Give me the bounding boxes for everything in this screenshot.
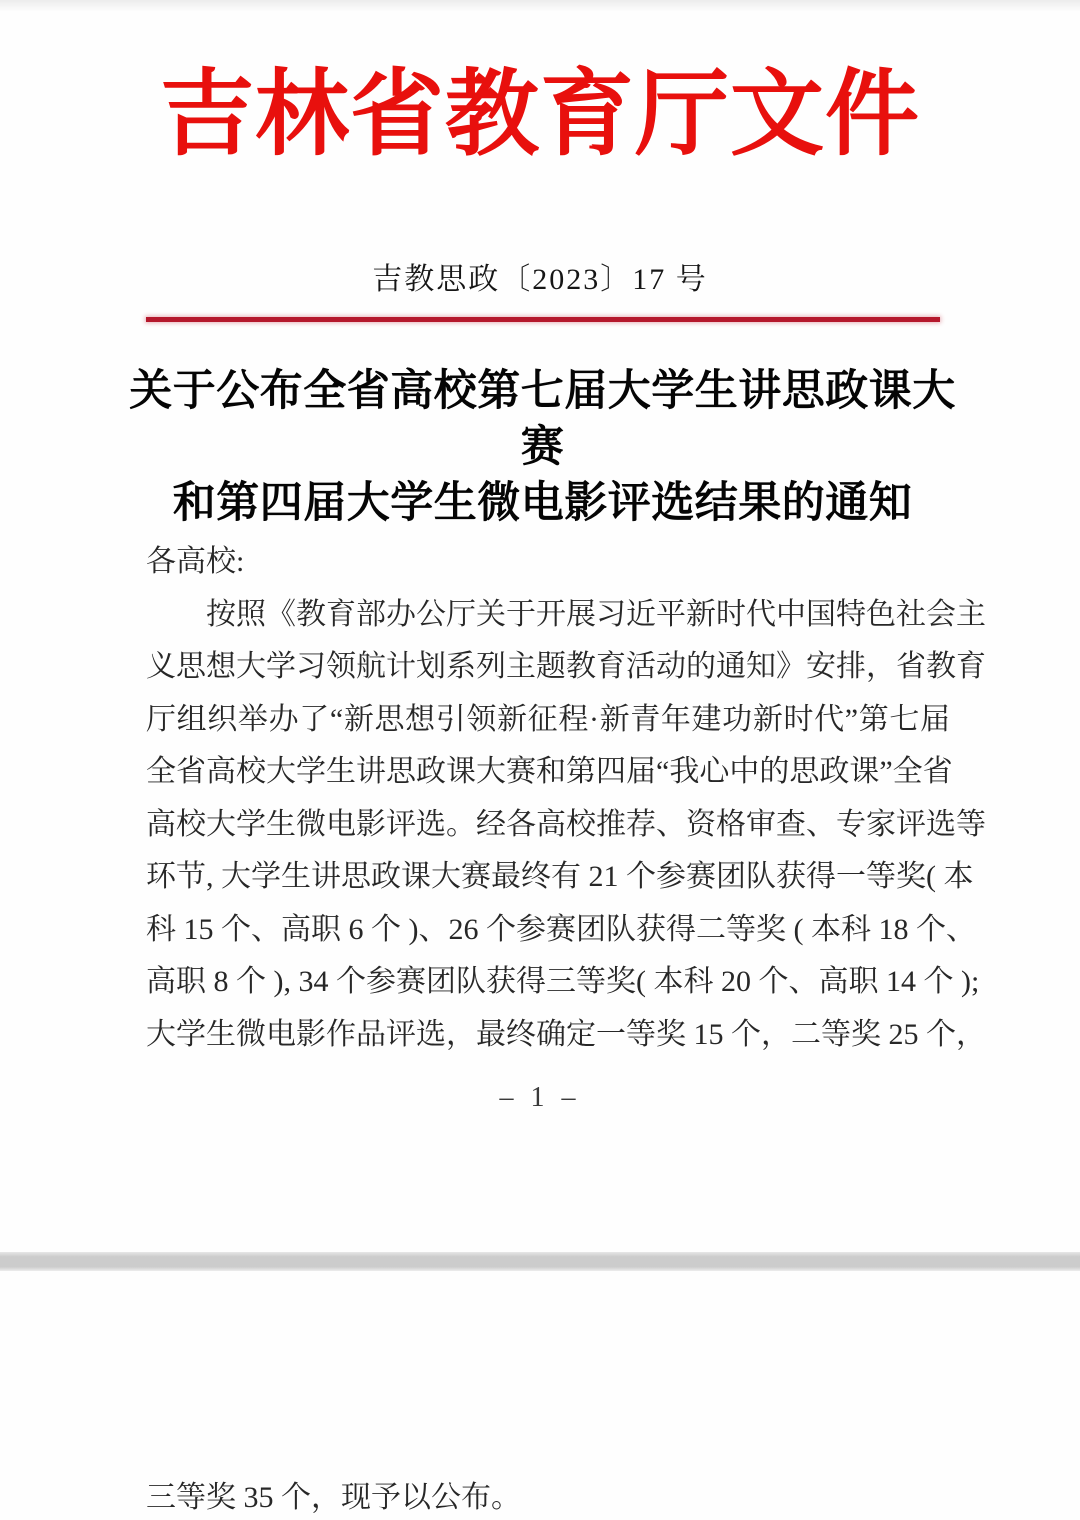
body-line: 全省高校大学生讲思政课大赛和第四届“我心中的思政课”全省 [146, 755, 953, 788]
notice-title [110, 364, 975, 532]
body-line: 环节, 大学生讲思政课大赛最终有 21 个参赛团队获得一等奖( 本 [146, 860, 974, 893]
document-reference-number: 吉教思政〔2023〕17 号 [372, 263, 708, 296]
notice-title-line-1: 关于公布全省高校第七届大学生讲思政课大赛 [129, 368, 956, 471]
notice-body [146, 536, 986, 1061]
page-2-first-line: 三等奖 35 个，现予以公布。 [146, 1481, 521, 1514]
body-line: 高校大学生微电影评选。经各高校推荐、资格审查、专家评选等 [146, 807, 986, 841]
red-letterhead-title: 吉林省教育厅文件 [159, 63, 920, 167]
body-line: 按照《教育部办公厅关于开展习近平新时代中国特色社会主 [206, 597, 986, 631]
scan-top-shadow [0, 0, 1080, 12]
salutation-line: 各高校: [146, 545, 245, 578]
body-line: 大学生微电影作品评选，最终确定一等奖 15 个，二等奖 25 个， [146, 1017, 986, 1051]
page-number: – 1 – [499, 1082, 581, 1113]
red-divider-rule [146, 317, 940, 322]
body-line: 科 15 个、高职 6 个 )、26 个参赛团队获得二等奖 ( 本科 18 个、 [146, 912, 976, 946]
page-break-separator [0, 1252, 1080, 1271]
body-line: 义思想大学习领航计划系列主题教育活动的通知》安排，省教育 [146, 650, 986, 683]
notice-title-line-2: 和第四届大学生微电影评选结果的通知 [172, 480, 913, 527]
body-line: 厅组织举办了“新思想引领新征程·新青年建功新时代”第七届 [146, 702, 950, 736]
body-line: 高职 8 个 ), 34 个参赛团队获得三等奖( 本科 20 个、高职 14 个 ); [146, 965, 980, 998]
